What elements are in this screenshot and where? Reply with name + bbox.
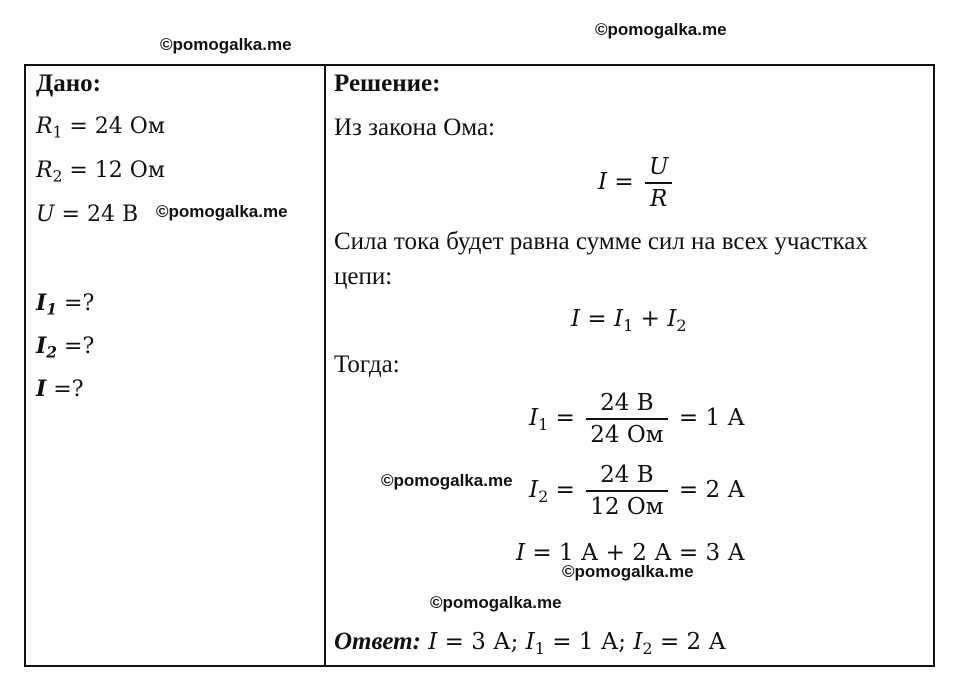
answer-label: Ответ: xyxy=(334,628,421,655)
i1-eq: = xyxy=(548,405,583,431)
find-i2-symbol: I xyxy=(36,333,47,359)
find-i1-symbol: I xyxy=(36,290,47,316)
find-i2-subscript: 2 xyxy=(46,343,58,362)
given-r2 xyxy=(36,158,165,186)
answer-i1-subscript: 1 xyxy=(534,638,545,658)
find-i-question: =? xyxy=(46,377,84,402)
column-divider xyxy=(324,66,326,665)
watermark-lower-right: ©pomogalka.me xyxy=(562,562,694,581)
i2-formula xyxy=(529,462,745,520)
watermark-given: ©pomogalka.me xyxy=(156,202,288,221)
sum-a: I xyxy=(614,306,624,332)
watermark-bottom: ©pomogalka.me xyxy=(430,593,562,612)
ohm-lhs: I = xyxy=(598,169,641,195)
r2-subscript: 2 xyxy=(52,167,63,186)
find-i1 xyxy=(36,290,95,319)
given-u xyxy=(36,202,138,227)
answer-i2-subscript: 2 xyxy=(642,638,653,658)
given-r1 xyxy=(36,114,165,142)
find-i2 xyxy=(36,333,95,362)
sum-eq: = xyxy=(580,306,614,332)
ohm-intro: Из закона Ома: xyxy=(334,114,495,141)
answer-i-value: = 3 А; xyxy=(437,629,526,655)
answer-i2-symbol: I xyxy=(633,629,643,655)
solution-header: Решение: xyxy=(334,70,441,97)
i2-symbol: I xyxy=(529,477,539,503)
answer-i1-symbol: I xyxy=(525,629,535,655)
find-i1-subscript: 1 xyxy=(46,300,58,319)
ohm-denominator: R xyxy=(650,186,668,212)
sum-plus: + xyxy=(633,306,668,332)
sum-formula xyxy=(571,306,687,335)
ohm-formula xyxy=(598,154,676,212)
sum-text-line2: цепи: xyxy=(334,263,393,290)
r1-subscript: 1 xyxy=(52,123,63,142)
sum-text-line1: Сила тока будет равна сумме сил на всех участках xyxy=(334,228,868,255)
find-i xyxy=(36,376,84,402)
i1-subscript: 1 xyxy=(538,414,549,434)
answer-i-symbol: I xyxy=(428,629,438,655)
r1-value: = 24 Ом xyxy=(62,114,165,139)
i1-result: = 1 А xyxy=(671,405,745,431)
answer-line xyxy=(334,628,726,656)
find-i2-question: =? xyxy=(57,334,95,359)
u-symbol: U xyxy=(36,202,55,227)
solution-table xyxy=(24,64,935,667)
i1-symbol: I xyxy=(529,405,539,431)
sum-a-subscript: 1 xyxy=(623,315,634,335)
sum-b: I xyxy=(667,306,677,332)
answer-i1-value: = 1 А; xyxy=(544,629,634,655)
watermark-top-right: ©pomogalka.me xyxy=(595,20,727,39)
i1-numerator: 24 В xyxy=(586,390,667,420)
i2-fraction xyxy=(586,462,667,520)
sum-lhs: I xyxy=(571,306,581,332)
i1-formula xyxy=(529,390,745,448)
watermark-middle: ©pomogalka.me xyxy=(381,471,513,490)
i2-eq: = xyxy=(548,477,583,503)
then-text: Тогда: xyxy=(334,351,400,378)
i2-denominator: 12 Ом xyxy=(590,494,664,520)
ohm-fraction xyxy=(645,154,672,212)
i2-result: = 2 А xyxy=(671,477,745,503)
r1-symbol: R xyxy=(36,114,53,139)
ohm-numerator: U xyxy=(645,154,672,184)
answer-i2-value: = 2 А xyxy=(652,629,726,655)
watermark-top-left: ©pomogalka.me xyxy=(160,35,292,54)
total-value: = 1 А + 2 А = 3 А xyxy=(525,540,745,566)
r2-value: = 12 Ом xyxy=(62,158,165,183)
u-value: = 24 В xyxy=(54,202,139,227)
sum-b-subscript: 2 xyxy=(676,315,687,335)
given-header: Дано: xyxy=(36,70,101,97)
total-symbol: I xyxy=(516,540,526,566)
i2-numerator: 24 В xyxy=(586,462,667,492)
i1-denominator: 24 Ом xyxy=(590,422,664,448)
r2-symbol: R xyxy=(36,158,53,183)
i2-subscript: 2 xyxy=(538,486,549,506)
find-i1-question: =? xyxy=(57,291,95,316)
find-i-symbol: I xyxy=(36,376,47,402)
i1-fraction xyxy=(586,390,667,448)
